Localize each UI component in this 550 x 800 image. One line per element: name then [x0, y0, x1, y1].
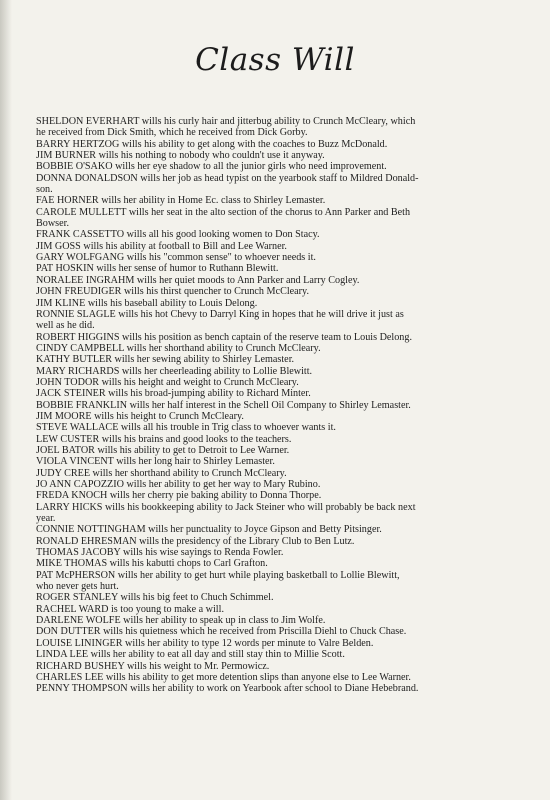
will-entry-line: RICHARD BUSHEY wills his weight to Mr. Permowicz.	[36, 660, 270, 672]
will-entry-line: DONNA DONALDSON wills her job as head typist on the yearbook staff to Mildred Donald-	[36, 172, 419, 184]
will-entry-line: MARY RICHARDS wills her cheerleading ability to Lollie Blewitt.	[36, 365, 313, 377]
will-entry-line: son.	[36, 184, 53, 196]
will-entry-line: FAE HORNER wills her ability in Home Ec. class to Shirley Lemaster.	[36, 195, 326, 207]
will-entry-line: PAT HOSKIN wills her sense of humor to Ruthann Blewitt.	[36, 263, 279, 275]
will-entry-line: RONNIE SLAGLE wills his hot Chevy to Darryl King in hopes that he will drive it just as	[36, 308, 404, 320]
will-entry-line: FRANK CASSETTO wills all his good looking women to Don Stacy.	[36, 229, 320, 241]
will-entry-line: SHELDON EVERHART wills his curly hair and jitterbug ability to Crunch McCleary, which	[36, 116, 416, 127]
will-entry-line: LARRY HICKS wills his bookkeeping ability to Jack Steiner who will probably be back next	[36, 501, 416, 513]
will-entry-line: CINDY CAMPBELL wills her shorthand ability to Crunch McCleary.	[36, 342, 321, 354]
will-entry-line: JUDY CREE wills her shorthand ability to Crunch McCleary.	[36, 467, 287, 479]
will-entry-line: year.	[36, 513, 56, 525]
will-entry-line: NORALEE INGRAHM wills her quiet moods to Ann Parker and Larry Cogley.	[36, 274, 360, 286]
will-entry-line: CONNIE NOTTINGHAM wills her punctuality to Joyce Gipson and Betty Pitsinger.	[36, 524, 382, 536]
page-title: Class Will	[195, 42, 355, 78]
will-entry-line: VIOLA VINCENT wills her long hair to Shirley Lemaster.	[36, 456, 275, 468]
will-entry-line: JIM MOORE wills his height to Crunch McCleary.	[36, 410, 244, 422]
will-entry-line: ROGER STANLEY wills his big feet to Chuch Schimmel.	[36, 592, 274, 604]
will-entry-line: CAROLE MULLETT wills her seat in the alto section of the chorus to Ann Parker and Beth	[36, 206, 411, 218]
will-entry-line: JOEL BATOR wills his ability to get to Detroit to Lee Warner.	[36, 444, 290, 456]
will-entry-line: JO ANN CAPOZZIO wills her ability to get her way to Mary Rubino.	[36, 479, 321, 490]
will-entry-line: JACK STEINER wills his broad-jumping ability to Richard Minter.	[36, 388, 311, 400]
will-entry-line: THOMAS JACOBY wills his wise sayings to Renda Fowler.	[36, 547, 284, 559]
will-entry-line: he received from Dick Smith, which he received from Dick Gorby.	[36, 127, 308, 139]
will-entry-line: JOHN TODOR wills his height and weight to Crunch McCleary.	[36, 376, 299, 388]
will-entry-line: JIM KLINE wills his baseball ability to Louis Delong.	[36, 297, 258, 309]
will-entry-line: Bowser.	[36, 218, 69, 230]
page-binding-shadow	[0, 0, 12, 800]
will-entry-line: LINDA LEE wills her ability to eat all day and still stay thin to Millie Scott.	[36, 649, 345, 661]
will-entry-line: BOBBIE FRANKLIN wills her half interest in the Schell Oil Company to Shirley Lemaster.	[36, 399, 411, 411]
will-entry-line: PAT McPHERSON wills her ability to get hurt while playing basketball to Lollie Blewitt,	[36, 569, 400, 581]
will-entry-line: ROBERT HIGGINS wills his position as bench captain of the reserve team to Louis Delong.	[36, 331, 412, 343]
will-entry-line: BARRY HERTZOG wills his ability to get along with the coaches to Buzz McDonald.	[36, 138, 388, 150]
will-entry-line: CHARLES LEE wills his ability to get more detention slips than anyone else to Lee Warner.	[36, 671, 411, 683]
will-entry-line: MIKE THOMAS wills his kabutti chops to Carl Grafton.	[36, 558, 268, 570]
will-entry-line: LOUISE LININGER wills her ability to type 12 words per minute to Valre Belden.	[36, 637, 374, 649]
will-entry-line: DARLENE WOLFE wills her ability to speak up in class to Jim Wolfe.	[36, 615, 326, 627]
will-entry-line: PENNY THOMPSON wills her ability to work on Yearbook after school to Diane Hebebrand.	[36, 683, 419, 695]
will-entry-line: RONALD EHRESMAN wills the presidency of the Library Club to Ben Lutz.	[36, 535, 355, 547]
will-entry-line: STEVE WALLACE wills all his trouble in Trig class to whoever wants it.	[36, 422, 336, 434]
will-entry-line: JIM BURNER wills his nothing to nobody who couldn't use it anyway.	[36, 150, 325, 162]
will-entry-line: RACHEL WARD is too young to make a will.	[36, 603, 224, 615]
will-entry-line: FREDA KNOCH wills her cherry pie baking ability to Donna Thorpe.	[36, 490, 322, 502]
will-entry-line: BOBBIE O'SAKO wills her eye shadow to all the junior girls who need improvement.	[36, 161, 387, 173]
will-entry-line: DON DUTTER wills his quietness which he received from Priscilla Diehl to Chuck Chase.	[36, 626, 407, 638]
will-entry-line: JOHN FREUDIGER wills his thirst quencher to Crunch McCleary.	[36, 286, 309, 298]
class-will-list	[36, 116, 526, 695]
will-entry-line: GARY WOLFGANG wills his "common sense" to whoever needs it.	[36, 252, 316, 264]
will-entry-line: LEW CUSTER wills his brains and good looks to the teachers.	[36, 433, 292, 445]
will-entry-line: KATHY BUTLER wills her sewing ability to Shirley Lemaster.	[36, 354, 295, 366]
will-entry-line: JIM GOSS wills his ability at football to Bill and Lee Warner.	[36, 240, 287, 252]
will-entry-line: who never gets hurt.	[36, 581, 119, 593]
will-entry-line: well as he did.	[36, 320, 95, 332]
